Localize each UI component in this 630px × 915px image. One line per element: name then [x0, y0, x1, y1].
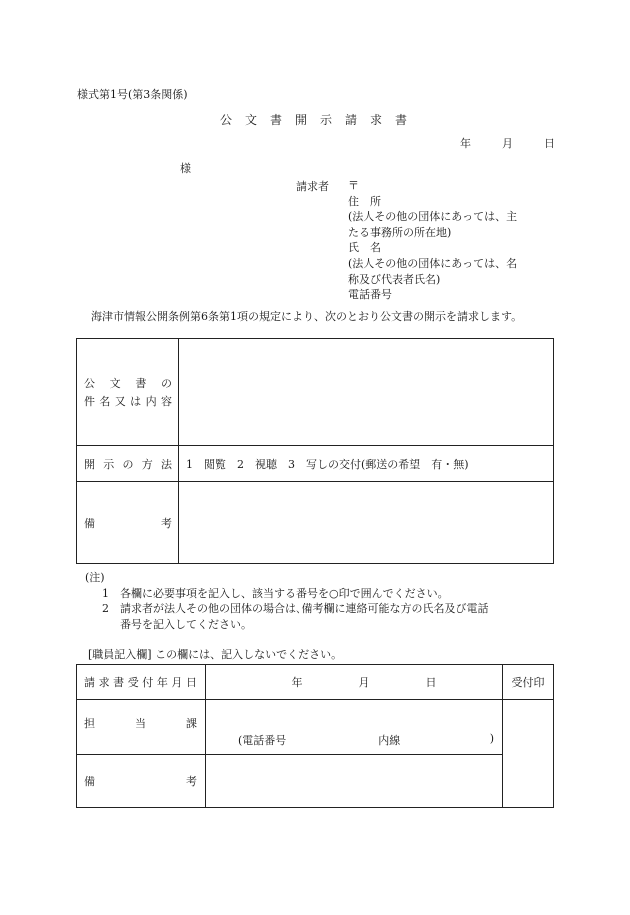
- remarks-input-cell[interactable]: [179, 482, 554, 564]
- staff-table: [76, 664, 554, 808]
- staff-remarks-label-cell: [77, 755, 206, 808]
- address-label: 住 所: [348, 194, 381, 208]
- remarks-row: [77, 482, 554, 564]
- phone-close: ): [489, 732, 494, 745]
- method-label: 開 示 の 方 法: [84, 457, 172, 471]
- received-day: 日: [425, 676, 437, 689]
- subject-row: [77, 339, 554, 446]
- document-title: 公文書開示請求書: [219, 113, 420, 127]
- receipt-stamp-cell[interactable]: [503, 700, 554, 808]
- received-month: 月: [358, 676, 370, 689]
- note-2b: 番号を記入してください。: [120, 617, 252, 631]
- requester-block: [348, 178, 517, 303]
- dept-row: [77, 700, 554, 755]
- received-year: 年: [291, 676, 303, 689]
- name-note-1: (法人その他の団体にあっては、名: [348, 256, 518, 270]
- name-note-2: 称及び代表者氏名): [348, 272, 441, 286]
- receipt-stamp-label: 受付印: [503, 665, 554, 700]
- date-month: 月: [502, 137, 513, 150]
- remarks-label: 備 考: [84, 516, 172, 530]
- remarks-label-cell: [77, 482, 179, 564]
- received-label-cell: [77, 665, 206, 700]
- notes-heading: (注): [85, 571, 105, 584]
- dept-label: 担 当 課: [84, 717, 197, 730]
- staff-section-heading: [職員記入欄] この欄には、記入しないでください。: [88, 648, 343, 661]
- received-date-label: 請 求 書 受 付 年 月 日: [84, 676, 197, 689]
- staff-remarks-label: 備 考: [84, 775, 197, 788]
- method-row: [77, 446, 554, 482]
- dept-label-cell: [77, 700, 206, 755]
- intro-text-content: 海津市情報公開条例第6条第1項の規定により、次のとおり公文書の開示を請求します。: [91, 310, 523, 323]
- date-year: 年: [460, 137, 471, 150]
- subject-input-cell[interactable]: [179, 339, 554, 446]
- address-note-2: たる事務所の所在地): [348, 225, 452, 239]
- subject-label-1: 公 文 書 の: [84, 377, 172, 390]
- requester-label: 請求者: [296, 180, 329, 193]
- postal-mark: 〒: [348, 179, 359, 192]
- intro-text: [76, 309, 556, 324]
- method-label-cell: [77, 446, 179, 482]
- note-1: 1 各欄に必要事項を記入し、該当する番号を○印で囲んでください。: [102, 586, 449, 600]
- addressee-suffix: 様: [180, 162, 191, 175]
- received-row: [77, 665, 554, 700]
- phone-label: 電話番号: [348, 288, 392, 302]
- name-label: 氏 名: [348, 241, 381, 255]
- staff-remarks-input-cell[interactable]: [206, 755, 503, 808]
- request-table: [76, 338, 554, 564]
- method-options[interactable]: 1 閲覧 2 視聴 3 写しの交付(郵送の希望 有・無): [179, 446, 554, 482]
- date-day: 日: [544, 137, 555, 150]
- address-note-1: (法人その他の団体にあっては、主: [348, 210, 518, 224]
- staff-remarks-row: [77, 755, 554, 808]
- subject-label-2: 件 名 又 は 内 容: [84, 395, 172, 408]
- subject-label-cell: [77, 339, 179, 446]
- dept-input-cell[interactable]: [206, 700, 503, 755]
- form-number: 様式第1号(第3条関係): [77, 88, 188, 101]
- note-2a: 2 請求者が法人その他の団体の場合は､備考欄に連絡可能な方の氏名及び電話: [102, 602, 489, 615]
- date-line: [460, 135, 555, 151]
- notes: [85, 570, 489, 632]
- extension-label: 内線: [378, 734, 401, 747]
- phone-open: (電話番号: [238, 734, 287, 747]
- received-date-cell[interactable]: [206, 665, 503, 700]
